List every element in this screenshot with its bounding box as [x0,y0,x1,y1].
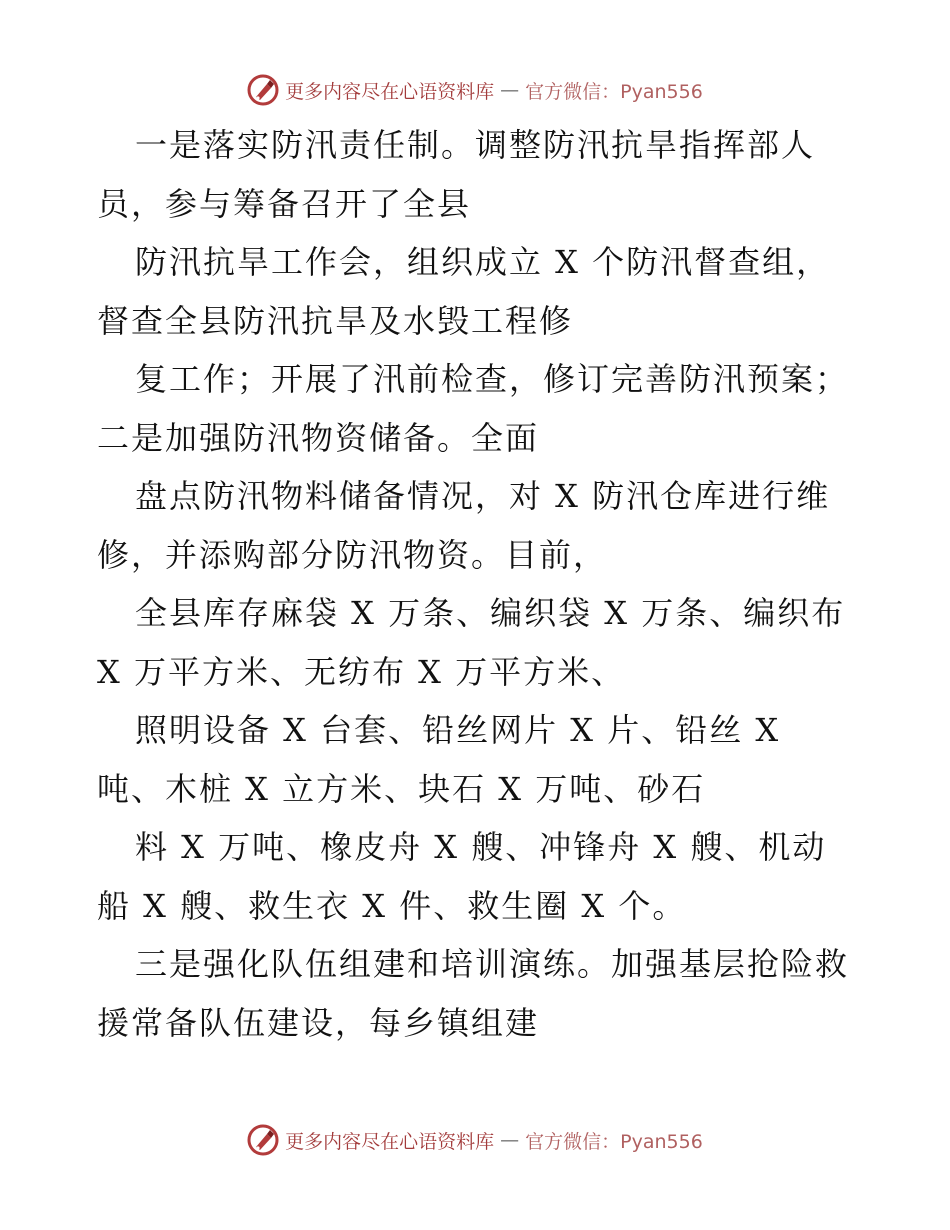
watermark-brand: 更多内容尽在心语资料库 [285,80,495,103]
text-line: 一是落实防汛责任制。调整防汛抗旱指挥部人 [135,126,816,164]
text-line: 修，并添购部分防汛物资。目前， [97,535,608,574]
document-body [97,116,887,1052]
text-line: 盘点防汛物料储备情况，对 X 防汛仓库进行维 [135,477,831,515]
text-line: 料 X 万吨、橡皮舟 X 艘、冲锋舟 X 艘、机动 [135,828,827,866]
text-line: 照明设备 X 台套、铅丝网片 X 片、铅丝 X [135,711,781,749]
text-line: X 万平方米、无纺布 X 万平方米、 [97,652,626,691]
watermark-brand: 更多内容尽在心语资料库 [285,1130,495,1153]
footer-watermark [0,1120,950,1160]
text-line: 吨、木桩 X 立方米、块石 X 万吨、砂石 [97,769,706,808]
text-line: 船 X 艘、救生衣 X 件、救生圈 X 个。 [97,886,687,925]
watermark-separator: — [500,79,520,101]
text-line: 复工作；开展了汛前检查，修订完善防汛预案； [135,360,850,398]
text-line: 防汛抗旱工作会，组织成立 X 个防汛督查组， [135,243,831,281]
watermark-contact: 官方微信：Pyan556 [525,1130,703,1153]
pen-logo-icon [247,1124,279,1156]
text-line: 督查全县防汛抗旱及水毁工程修 [97,301,574,340]
text-line: 三是强化队伍组建和培训演练。加强基层抢险救 [135,945,850,983]
text-line: 员，参与筹备召开了全县 [97,184,472,223]
text-line: 援常备队伍建设，每乡镇组建 [97,1003,540,1042]
pen-logo-icon [247,74,279,106]
text-line: 全县库存麻袋 X 万条、编织袋 X 万条、编织布 [135,594,846,632]
watermark-contact: 官方微信：Pyan556 [525,80,703,103]
header-watermark [0,70,950,110]
watermark-separator: — [500,1129,520,1151]
text-line: 二是加强防汛物资储备。全面 [97,418,540,457]
